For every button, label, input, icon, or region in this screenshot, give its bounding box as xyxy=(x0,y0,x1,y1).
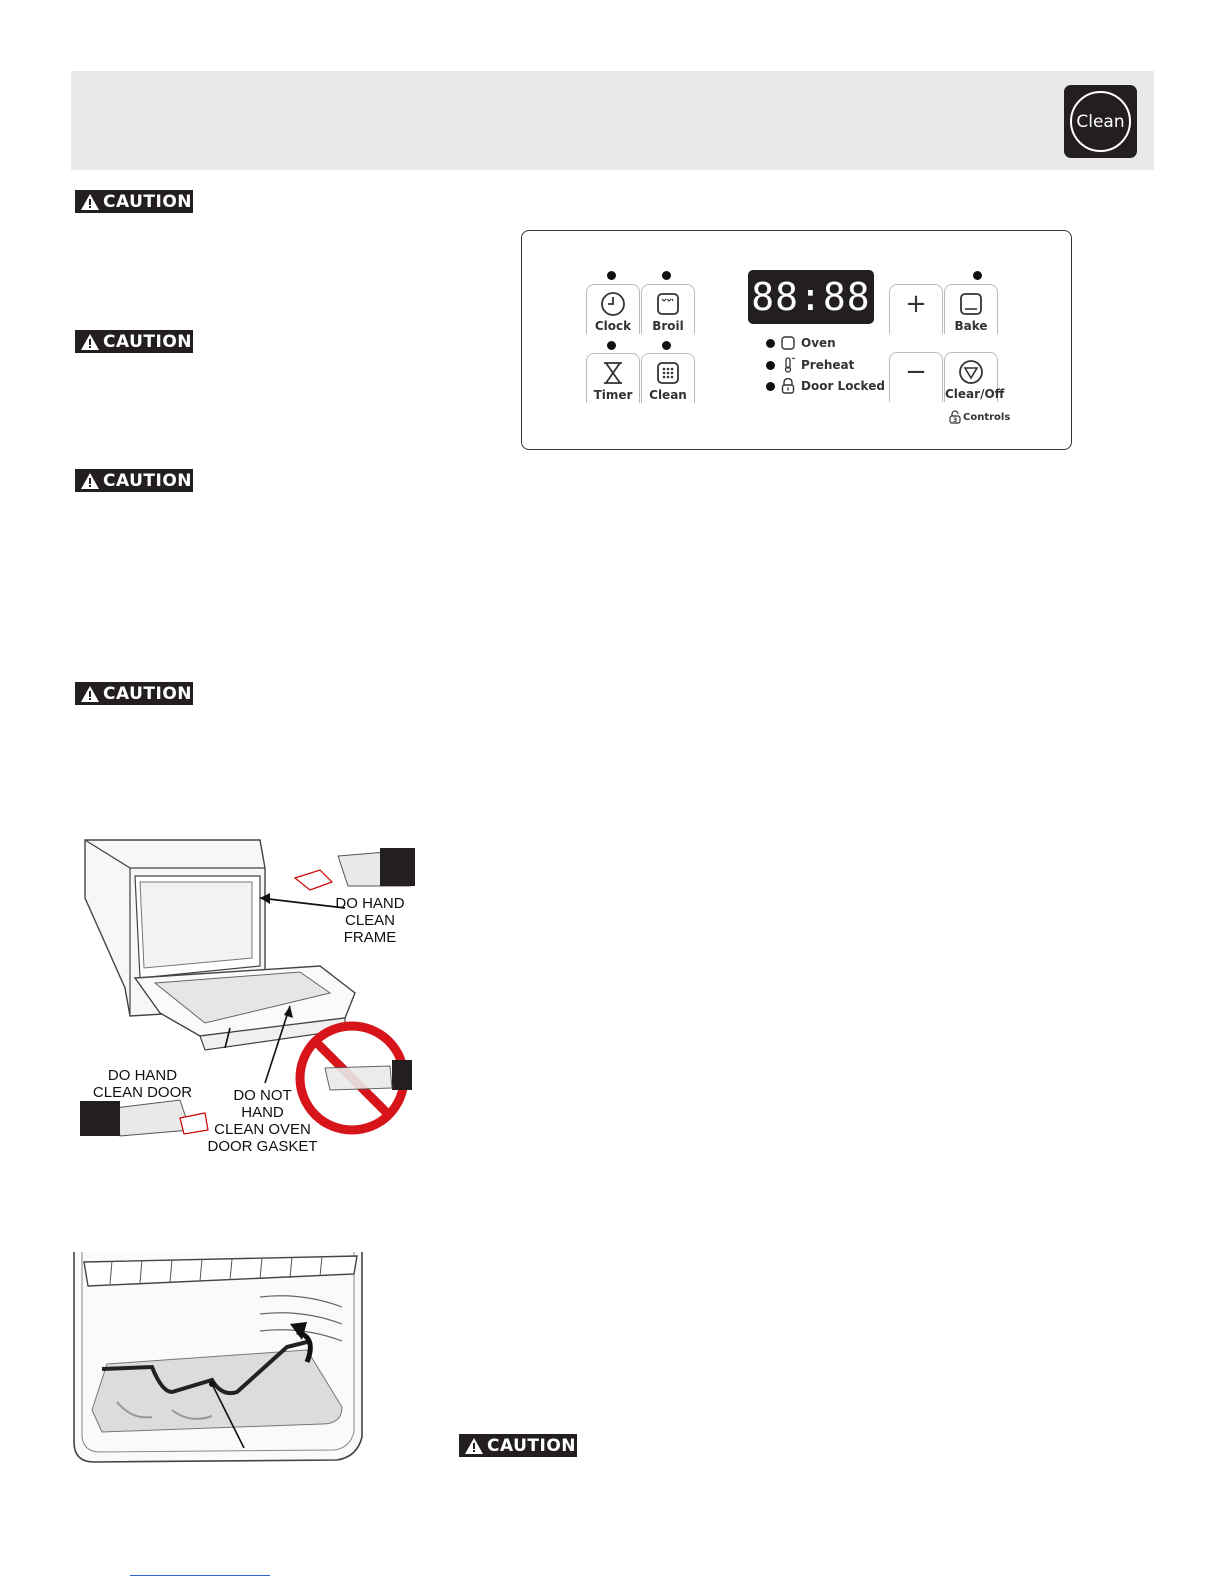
clean-key[interactable] xyxy=(641,353,695,403)
door-locked-indicator-label: Door Locked xyxy=(801,379,885,393)
bake-icon xyxy=(958,291,984,317)
label-door-gasket-line3: CLEAN OVEN xyxy=(214,1121,311,1138)
svg-text:3: 3 xyxy=(953,417,958,424)
label-clean-frame-line2: CLEAN FRAME xyxy=(343,912,397,946)
broil-icon xyxy=(655,291,681,317)
label-door-gasket-line1: DO NOT xyxy=(233,1087,292,1104)
timer-key[interactable] xyxy=(586,353,640,403)
clear-off-key-label: Clear/Off xyxy=(945,387,1005,401)
clock-indicator-dot xyxy=(607,271,616,280)
caution-label xyxy=(75,682,193,705)
caution-text: CAUTION xyxy=(487,1435,577,1456)
bake-key-label: Bake xyxy=(954,319,988,333)
clean-badge-label: Clean xyxy=(1070,91,1131,152)
hourglass-icon xyxy=(600,360,626,386)
label-clean-frame-line1: DO HAND xyxy=(335,895,405,912)
clock-key[interactable] xyxy=(586,284,640,334)
footer-link-underline xyxy=(130,1575,270,1576)
warning-icon xyxy=(80,193,100,211)
label-door-gasket xyxy=(205,1087,320,1155)
preheat-indicator xyxy=(766,357,854,373)
label-door-gasket-line2: HAND xyxy=(241,1104,284,1121)
broil-key[interactable] xyxy=(641,284,695,334)
stop-triangle-icon xyxy=(958,359,984,385)
label-clean-door-line2: CLEAN DOOR xyxy=(92,1084,193,1101)
oven-indicator xyxy=(766,336,836,350)
minus-icon: − xyxy=(905,357,927,387)
caution-text: CAUTION xyxy=(103,191,193,212)
bake-key[interactable] xyxy=(944,284,998,334)
label-clean-door xyxy=(90,1067,195,1101)
label-clean-frame xyxy=(320,895,420,946)
header-band xyxy=(71,71,1154,170)
clock-key-label: Clock xyxy=(594,319,632,333)
timer-key-label: Timer xyxy=(593,388,633,402)
caution-text: CAUTION xyxy=(103,470,193,491)
oven-interior-illustration xyxy=(72,1252,367,1467)
label-clean-door-line1: DO HAND xyxy=(107,1067,178,1084)
unlock-icon xyxy=(949,410,961,424)
broil-key-label: Broil xyxy=(652,319,684,333)
caution-label xyxy=(75,330,193,353)
warning-icon xyxy=(80,472,100,490)
broil-indicator-dot xyxy=(662,271,671,280)
caution-text: CAUTION xyxy=(103,331,193,352)
timer-indicator-dot xyxy=(607,341,616,350)
clear-off-key[interactable] xyxy=(944,352,1005,402)
oven-icon xyxy=(781,336,795,350)
caution-text: CAUTION xyxy=(103,683,193,704)
door-locked-indicator xyxy=(766,378,885,394)
clock-icon xyxy=(600,291,626,317)
oven-indicator-label: Oven xyxy=(801,336,836,350)
time-display: 88:88 xyxy=(748,270,874,324)
warning-icon xyxy=(80,685,100,703)
caution-label xyxy=(75,190,193,213)
plus-key[interactable] xyxy=(889,284,943,334)
warning-icon xyxy=(80,333,100,351)
label-door-gasket-line4: DOOR GASKET xyxy=(207,1138,318,1155)
controls-lock-label xyxy=(949,410,1010,424)
clean-icon xyxy=(655,360,681,386)
bake-indicator-dot xyxy=(973,271,982,280)
thermometer-icon xyxy=(781,357,795,373)
minus-key[interactable] xyxy=(889,352,943,402)
caution-label xyxy=(75,469,193,492)
clean-badge xyxy=(1064,85,1137,158)
oven-control-panel xyxy=(521,230,1072,450)
preheat-indicator-label: Preheat xyxy=(801,358,855,372)
clean-key-label: Clean xyxy=(649,388,687,402)
caution-label xyxy=(459,1434,577,1457)
clean-indicator-dot xyxy=(662,341,671,350)
controls-label-text: Controls xyxy=(963,411,1011,423)
warning-icon xyxy=(464,1437,484,1455)
plus-icon: + xyxy=(905,289,927,319)
lock-icon xyxy=(781,378,795,394)
